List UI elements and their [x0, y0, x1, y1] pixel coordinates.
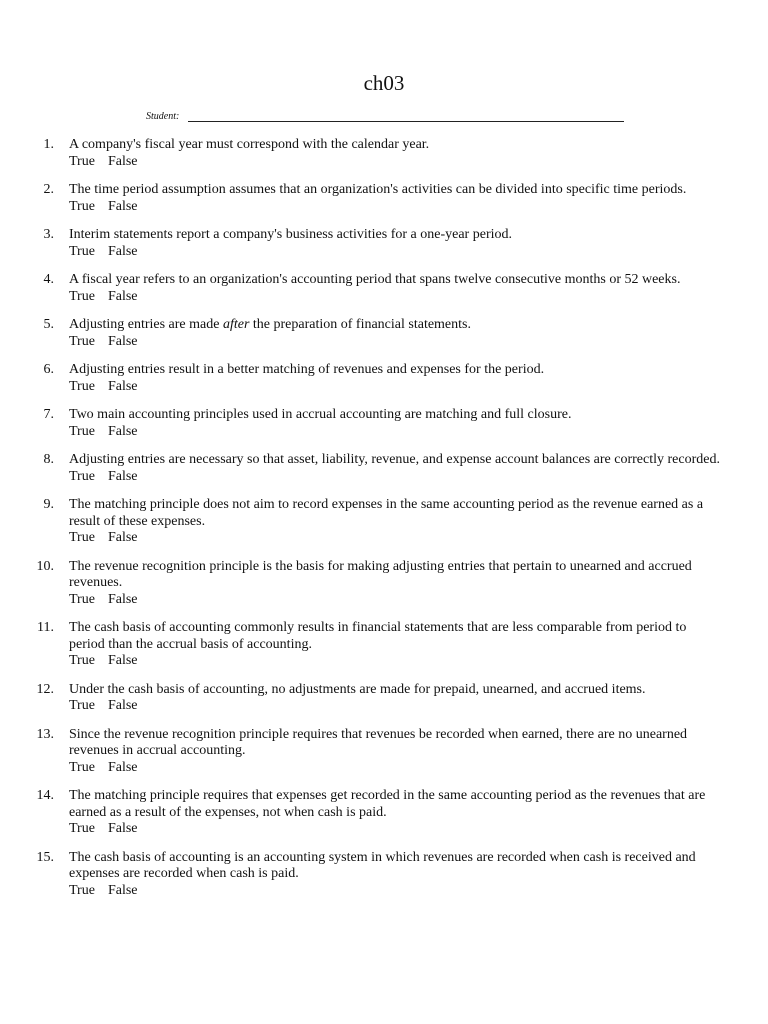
- answer-false: False: [107, 821, 138, 836]
- answer-true: True: [69, 333, 95, 349]
- answer-false: False: [107, 423, 138, 439]
- answer-false: False: [107, 653, 138, 668]
- question-item: [0, 727, 768, 777]
- question-text: Since the revenue recognition principle requires that revenues be recorded when earned, there are no unearned revenues in accrual accounting.: [69, 726, 688, 758]
- answer-true: True: [69, 468, 95, 484]
- answer-false: False: [107, 882, 138, 898]
- question-text: [69, 317, 725, 334]
- question-number: 9.: [43, 497, 54, 512]
- question-number: 13.: [36, 726, 54, 742]
- page-title: ch03: [363, 71, 405, 95]
- question-item: [0, 407, 768, 440]
- answer-true: True: [69, 288, 95, 304]
- question-number: 5.: [43, 317, 54, 332]
- student-field: [146, 110, 626, 124]
- question-number: 7.: [43, 407, 54, 422]
- question-list: [0, 137, 768, 911]
- answer-options: [69, 698, 725, 715]
- question-item: [0, 559, 768, 609]
- answer-options: [69, 379, 725, 396]
- question-number: 2.: [43, 182, 54, 197]
- question-number: 15.: [36, 849, 54, 865]
- answer-options: [69, 592, 725, 609]
- answer-false: False: [107, 243, 138, 259]
- question-item: [0, 850, 768, 900]
- question-number: 14.: [36, 788, 54, 803]
- answer-true: True: [69, 530, 95, 545]
- answer-false: False: [107, 378, 138, 394]
- answer-true: True: [69, 653, 95, 668]
- answer-true: True: [69, 759, 95, 775]
- question-item: [0, 227, 768, 260]
- answer-options: [69, 289, 725, 306]
- question-text: Adjusting entries result in a better matching of revenues and expenses for the period.: [69, 362, 545, 377]
- answer-false: False: [107, 198, 138, 214]
- answer-options: [69, 760, 725, 777]
- question-text: Two main accounting principles used in accrual accounting are matching and full closure.: [69, 407, 572, 422]
- student-blank-line: [188, 121, 624, 122]
- answer-false: False: [107, 153, 138, 169]
- question-number: 3.: [43, 227, 54, 242]
- question-item: [0, 497, 768, 547]
- question-number: 11.: [37, 620, 54, 635]
- question-text-after: the preparation of financial statements.: [249, 317, 471, 332]
- question-text: The revenue recognition principle is the basis for making adjusting entries that pertain to unearned and accrued revenues.: [69, 558, 692, 590]
- question-text: The cash basis of accounting commonly results in financial statements that are less comparable from period to period than the accrual basis of accounting.: [69, 620, 687, 652]
- student-label: Student:: [146, 111, 180, 122]
- answer-false: False: [107, 468, 138, 484]
- question-text: Adjusting entries are necessary so that asset, liability, revenue, and expense account balances are correctly recorded.: [69, 452, 720, 467]
- question-text-before: Adjusting entries are made: [69, 317, 223, 332]
- question-item: [0, 137, 768, 170]
- answer-options: [69, 154, 725, 171]
- question-text: A fiscal year refers to an organization's accounting period that spans twelve consecutive months or 52 weeks.: [69, 272, 681, 287]
- answer-false: False: [107, 591, 138, 607]
- answer-true: True: [69, 882, 95, 898]
- question-item: [0, 682, 768, 715]
- answer-true: True: [69, 591, 95, 607]
- question-text: Interim statements report a company's business activities for a one-year period.: [69, 227, 512, 242]
- answer-options: [69, 821, 725, 838]
- question-text: The cash basis of accounting is an accounting system in which revenues are recorded when cash is received and expenses are recorded when cash is paid.: [69, 849, 696, 881]
- question-text: The matching principle requires that expenses get recorded in the same accounting period as the revenues that are earned as a result of the expenses, not when cash is paid.: [69, 788, 706, 820]
- answer-options: [69, 244, 725, 261]
- answer-true: True: [69, 423, 95, 439]
- question-text: Under the cash basis of accounting, no adjustments are made for prepaid, unearned, and accrued items.: [69, 681, 646, 697]
- answer-true: True: [69, 153, 95, 169]
- question-item: [0, 362, 768, 395]
- answer-options: [69, 469, 725, 486]
- answer-false: False: [107, 288, 138, 304]
- answer-false: False: [107, 759, 138, 775]
- answer-true: True: [69, 378, 95, 394]
- answer-false: False: [107, 530, 138, 545]
- question-item: [0, 317, 768, 350]
- answer-true: True: [69, 821, 95, 836]
- question-number: 12.: [36, 681, 54, 697]
- question-number: 10.: [36, 558, 54, 574]
- answer-true: True: [69, 243, 95, 259]
- answer-true: True: [69, 698, 95, 713]
- question-text: A company's fiscal year must correspond with the calendar year.: [69, 137, 430, 152]
- question-item: [0, 452, 768, 485]
- question-text: The matching principle does not aim to record expenses in the same accounting period as the revenue earned as a result of these expenses.: [69, 497, 704, 529]
- answer-options: [69, 334, 725, 351]
- answer-true: True: [69, 198, 95, 214]
- answer-options: [69, 883, 725, 900]
- question-number: 6.: [43, 362, 54, 377]
- question-text: The time period assumption assumes that an organization's activities can be divided into specific time periods.: [69, 182, 687, 197]
- question-item: [0, 620, 768, 670]
- answer-false: False: [107, 333, 138, 349]
- question-number: 4.: [43, 272, 54, 287]
- question-item: [0, 788, 768, 838]
- question-number: 8.: [43, 452, 54, 467]
- answer-options: [69, 530, 725, 547]
- answer-false: False: [107, 698, 138, 713]
- answer-options: [69, 424, 725, 441]
- answer-options: [69, 199, 725, 216]
- question-text-emphasis: after: [222, 317, 250, 332]
- answer-options: [69, 653, 725, 670]
- question-item: [0, 182, 768, 215]
- question-item: [0, 272, 768, 305]
- question-number: 1.: [43, 137, 54, 152]
